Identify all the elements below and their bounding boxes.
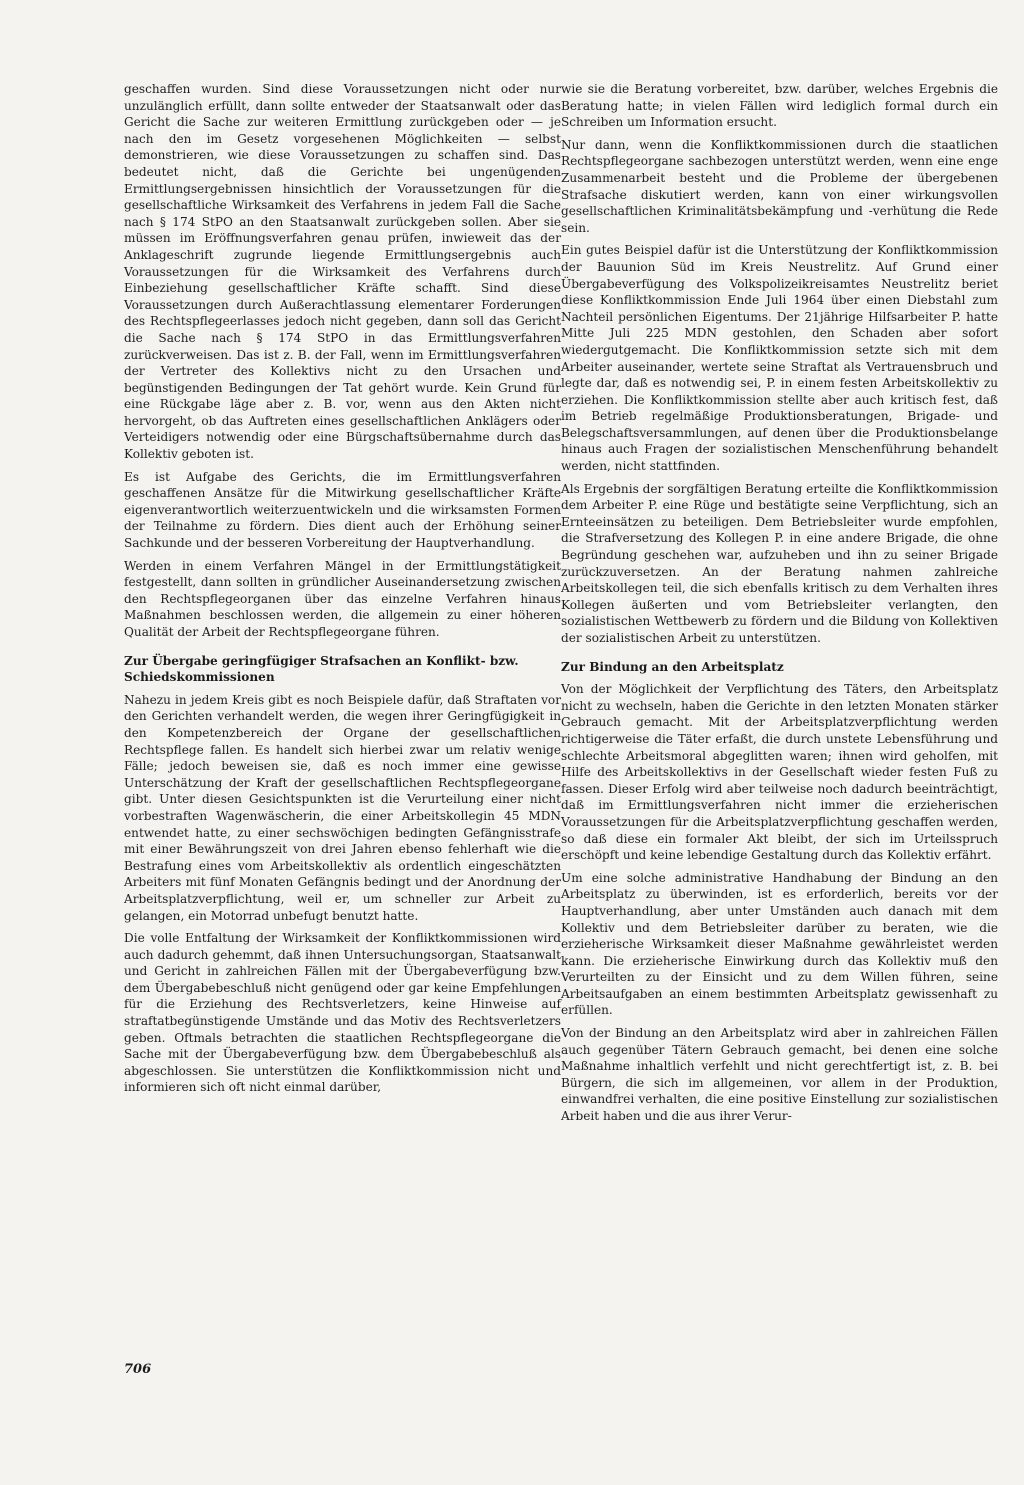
paragraph: Nur dann, wenn die Konfliktkommissionen durch die staatlichen Rechtspflegeorgane sachbezogen unterstützt werden, wenn eine enge Zusammenarbeit besteht und die Probleme der übergebenen Strafsache diskutiert werden, kann von einer wirkungsvollen gesellschaftlichen Kriminalitätsbekämpfung und -verhütung die Rede sein. xyxy=(561,137,998,235)
paragraph: Werden in einem Verfahren Mängel in der Ermittlungstätigkeit festgestellt, dann sollten in gründlicher Auseinandersetzung zwischen den Rechtspflegeorganen über das einzelne Verfahren hinaus Maßnahmen beschlossen werden, die allgemein zu einer höheren Qualität der Arbeit der Rechtspflegeorgane führen. xyxy=(124,558,561,639)
section-heading: Zur Bindung an den Arbeitsplatz xyxy=(561,659,784,674)
paragraph: Um eine solche administrative Handhabung der Bindung an den Arbeitsplatz zu überwinden, ist es erforderlich, bereits vor der Hauptverhandlung, aber unter Umständen auch danach mit dem Kollektiv und dem Betriebsleiter darüber zu beraten, wie die erzieherische Wirksamkeit dieser Maßnahme gewährleistet werden kann. Die erzieherische Einwirkung durch das Kollektiv muß den Verurteilten zu der Einsicht und zu dem Willen führen, seine Arbeitsaufgaben an einem bestimmten Arbeitsplatz gewissenhaft zu erfüllen. xyxy=(561,870,998,1018)
paragraph: Die volle Entfaltung der Wirksamkeit der Konfliktkommissionen wird auch dadurch gehemmt, daß ihnen Untersuchungsorgan, Staatsanwalt und Gericht in zahlreichen Fällen mit der Übergabeverfügung bzw. dem Übergabebeschluß nicht genügend oder gar keine Empfehlungen für die Erziehung des Rechtsverletzers, keine Hinweise auf straftatbegünstigende Umstände und das Motiv des Rechtsverletzers geben. Oftmals betrachten die staatlichen Rechtspflegeorgane die Sache mit der Übergabeverfügung bzw. dem Übergabebeschluß als abgeschlossen. Sie unterstützen die Konfliktkommission nicht und informieren sich oft nicht einmal darüber, xyxy=(124,931,561,1095)
section-heading: Zur Übergabe geringfügiger Strafsachen an Konflikt- bzw. Schiedskommissionen xyxy=(124,653,519,685)
paragraph: Von der Bindung an den Arbeitsplatz wird aber in zahlreichen Fällen auch gegenüber Tätern Gebrauch gemacht, bei denen eine solche Maßnahme inhaltlich verfehlt und nicht gerechtfertigt ist, z. B. bei Bürgern, die sich im allgemeinen, vor allem in der Produktion, einwandfrei verhalten, die eine positive Einstellung zur sozialistischen Arbeit haben und die aus ihrer Verur- xyxy=(561,1026,998,1124)
paragraph: Von der Möglichkeit der Verpflichtung des Täters, den Arbeitsplatz nicht zu wechseln, haben die Gerichte in den letzten Monaten stärker Gebrauch gemacht. Mit der Arbeitsplatzverpflichtung werden richtigerweise die Täter erfaßt, die durch unstete Lebensführung und schlechte Arbeitsmoral abgeglitten waren; ihnen wird geholfen, mit Hilfe des Arbeitskollektivs in der Gesellschaft wieder festen Fuß zu fassen. Dieser Erfolg wird aber teilweise noch dadurch beeinträchtigt, daß im Ermittlungsverfahren nicht immer die erzieherischen Voraussetzungen für die Arbeitsplatzverpflichtung geschaffen werden, so daß diese ein formaler Akt bleibt, der sich im Urteilsspruch erschöpft und keine lebendige Gestaltung durch das Kollektiv erfährt. xyxy=(561,682,998,863)
paragraph: geschaffen wurden. Sind diese Voraussetzungen nicht oder nur unzulänglich erfüllt, dann sollte entweder der Staatsanwalt oder das Gericht die Sache zur weiteren Ermittlung zurückgeben oder — je nach den im Gesetz vorgesehenen Möglichkeiten — selbst demonstrieren, wie diese Voraussetzungen zu schaffen sind. Das bedeutet nicht, daß die Gerichte bei ungenügenden Ermittlungsergebnissen hinsichtlich der Voraussetzungen für die gesellschaftliche Wirksamkeit des Verfahrens in jedem Fall die Sache nach § 174 StPO an den Staatsanwalt zurückgeben sollen. Aber sie müssen im Eröffnungsverfahren genau prüfen, inwieweit das der Anklageschrift zugrunde liegende Ermittlungsergebnis auch Voraussetzungen für die Wirksamkeit des Verfahrens durch Einbeziehung gesellschaftlicher Kräfte schafft. Sind diese Voraussetzungen durch Außerachtlassung elementarer Forderungen des Rechtspflegeerlasses jedoch nicht gegeben, dann soll das Gericht die Sache nach § 174 StPO in das Ermittlungsverfahren zurückverweisen. Das ist z. B. der Fall, wenn im Ermittlungsverfahren der Vertreter des Kollektivs nicht zu den Ursachen und begünstigenden Bedingungen der Tat gehört wurde. Kein Grund für eine Rückgabe läge aber z. B. vor, wenn aus den Akten nicht hervorgeht, ob das Auftreten eines gesellschaftlichen Anklägers oder Verteidigers notwendig oder eine Bürgschaftsübernahme durch das Kollektiv geboten ist. xyxy=(124,82,561,462)
paragraph: Ein gutes Beispiel dafür ist die Unterstützung der Konfliktkommission der Bauunion Süd im Kreis Neustrelitz. Auf Grund einer Übergabeverfügung des Volkspolizeikreisamtes Neustrelitz beriet diese Konfliktkommission Ende Juli 1964 über einen Diebstahl zum Nachteil persönlichen Eigentums. Der 21jährige Hilfsarbeiter P. hatte Mitte Juli 225 MDN gestohlen, den Schaden aber sofort wiedergutgemacht. Die Konfliktkommission setzte sich mit dem Arbeiter auseinander, wertete seine Straftat als Vertrauensbruch und legte dar, daß es notwendig sei, P. in einem festen Arbeitskollektiv zu erziehen. Die Konfliktkommission stellte aber auch kritisch fest, daß im Betrieb regelmäßige Produktionsberatungen, Brigade- und Belegschaftsversammlungen, auf denen über die Produktionsbelange hinaus auch Fragen der sozialistischen Menschenführung behandelt werden, nicht stattfinden. xyxy=(561,243,998,474)
left-column xyxy=(124,81,561,1096)
page-number: 706 xyxy=(124,1362,152,1377)
paragraph: Nahezu in jedem Kreis gibt es noch Beispiele dafür, daß Straftaten vor den Gerichten verhandelt werden, die wegen ihrer Geringfügigkeit in den Kompetenzbereich der Organe der gesellschaftlichen Rechtspflege fallen. Es handelt sich hierbei zwar um relativ wenige Fälle; jedoch beweisen sie, daß es noch immer eine gewisse Unterschätzung der Kraft der gesellschaftlichen Rechtspflegeorgane gibt. Unter diesen Gesichtspunkten ist die Verurteilung einer nicht vorbestraften Wagenwäscherin, die einer Arbeitskollegin 45 MDN entwendet hatte, zu einer sechswöchigen bedingten Gefängnisstrafe mit einer Bewährungszeit von drei Jahren ebenso fehlerhaft wie die Bestrafung eines vom Arbeitskollektiv als ordentlich eingeschätzten Arbeiters mit fünf Monaten Gefängnis bedingt und der Anordnung der Arbeitsplatzverpflichtung, weil er, um schneller zur Arbeit zu gelangen, ein Motorrad unbefugt benutzt hatte. xyxy=(124,692,561,923)
paragraph: Als Ergebnis der sorgfältigen Beratung erteilte die Konfliktkommission dem Arbeiter P. eine Rüge und bestätigte seine Verpflichtung, sich an Ernteeinsätzen zu beteiligen. Dem Betriebsleiter wurde empfohlen, die Strafversetzung des Kollegen P. in eine andere Brigade, die ohne Begründung geschehen war, aufzuheben und ihn zu seiner Brigade zurückzuversetzen. An der Beratung nahmen zahlreiche Arbeitskollegen teil, die sich ebenfalls kritisch zu dem Verhalten ihres Kollegen äußerten und vom Betriebsleiter verlangten, den sozialistischen Wettbewerb zu fördern und die Bildung von Kollektiven der sozialistischen Arbeit zu unterstützen. xyxy=(561,481,998,645)
paragraph: Es ist Aufgabe des Gerichts, die im Ermittlungsverfahren geschaffenen Ansätze für die Mitwirkung gesellschaftlicher Kräfte eigenverantwortlich weiterzuentwickeln und die wirksamsten Formen der Teilnahme zu fördern. Dies dient auch der Erhöhung seiner Sachkunde und der besseren Vorbereitung der Hauptverhandlung. xyxy=(124,469,561,551)
right-column xyxy=(561,81,998,1125)
paragraph: wie sie die Beratung vorbereitet, bzw. darüber, welches Ergebnis die Beratung hatte; in vielen Fällen wird lediglich formal durch ein Schreiben um Information ersucht. xyxy=(561,82,998,130)
